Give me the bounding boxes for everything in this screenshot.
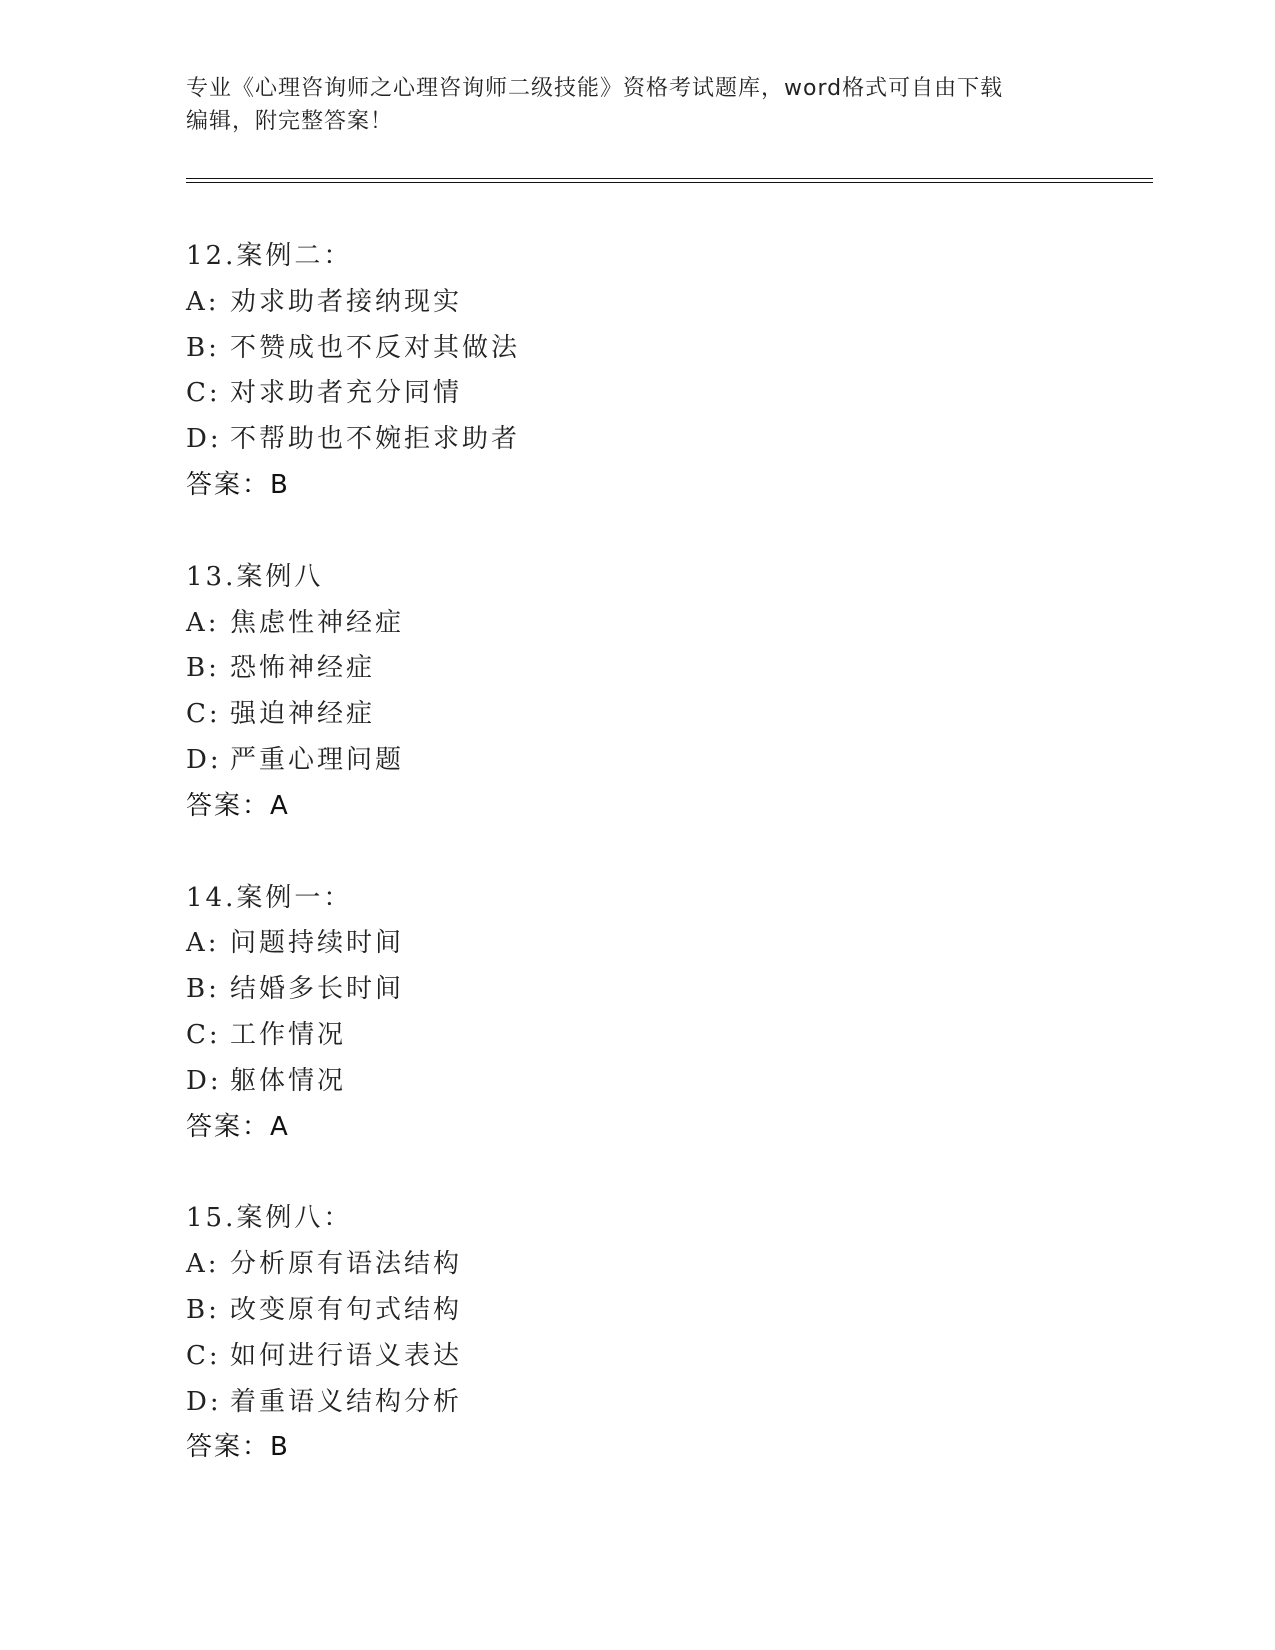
option-text: 着重语义结构分析 — [230, 1386, 463, 1417]
question-title: 15.案例八： — [186, 1203, 353, 1234]
question-title: 12.案例二： — [186, 241, 353, 271]
option-text: 分析原有语法结构 — [230, 1249, 463, 1280]
question-13 — [186, 555, 1086, 830]
option-a — [186, 921, 1086, 967]
option-text: 焦虑性神经症 — [230, 607, 405, 638]
option-d — [186, 417, 1086, 463]
option-prefix: D: — [186, 744, 222, 775]
option-text: 严重心理问题 — [230, 744, 405, 775]
answer-line: 答案：B — [186, 1432, 290, 1463]
option-c — [186, 1334, 1086, 1380]
question-15 — [186, 1196, 1086, 1471]
option-b — [186, 967, 1086, 1013]
option-a — [186, 1242, 1086, 1288]
option-text: 问题持续时间 — [230, 928, 405, 959]
option-text: 强迫神经症 — [230, 699, 376, 730]
option-d — [186, 1380, 1086, 1426]
answer-line: 答案：A — [186, 1111, 290, 1142]
option-prefix: C: — [186, 378, 221, 409]
option-text: 工作情况 — [230, 1019, 347, 1050]
option-prefix: A: — [186, 607, 220, 638]
option-text: 恐怖神经症 — [230, 653, 376, 684]
option-a — [186, 601, 1086, 647]
document-header — [186, 72, 1086, 138]
option-prefix: B: — [186, 974, 220, 1005]
option-prefix: A: — [186, 1249, 220, 1280]
option-d — [186, 738, 1086, 784]
option-prefix: D: — [186, 1065, 222, 1096]
header-divider — [186, 178, 1153, 183]
answer-line: 答案：A — [186, 790, 290, 821]
option-prefix: C: — [186, 699, 221, 730]
question-title: 13.案例八 — [186, 561, 324, 592]
option-c — [186, 1013, 1086, 1059]
option-b — [186, 326, 1086, 372]
option-text: 结婚多长时间 — [230, 974, 405, 1005]
option-c — [186, 371, 1086, 417]
option-c — [186, 692, 1086, 738]
option-prefix: B: — [186, 1294, 220, 1325]
option-prefix: C: — [186, 1340, 221, 1371]
option-prefix: D: — [186, 1386, 222, 1417]
question-12 — [186, 234, 1086, 509]
option-text: 对求助者充分同情 — [230, 378, 463, 409]
option-prefix: A: — [186, 928, 220, 959]
header-line-2: 编辑，附完整答案！ — [186, 109, 394, 134]
option-prefix: D: — [186, 424, 222, 455]
question-14 — [186, 876, 1086, 1151]
option-text: 如何进行语义表达 — [230, 1340, 463, 1371]
option-b — [186, 1288, 1086, 1334]
option-text: 躯体情况 — [230, 1065, 347, 1096]
option-prefix: B: — [186, 653, 220, 684]
option-text: 不赞成也不反对其做法 — [230, 332, 521, 363]
option-prefix: C: — [186, 1019, 221, 1050]
option-d — [186, 1059, 1086, 1105]
option-text: 改变原有句式结构 — [230, 1294, 463, 1325]
option-prefix: A: — [186, 286, 220, 317]
option-b — [186, 646, 1086, 692]
option-a — [186, 280, 1086, 326]
option-text: 劝求助者接纳现实 — [230, 286, 463, 317]
question-list — [186, 234, 1086, 1517]
option-text: 不帮助也不婉拒求助者 — [230, 424, 521, 455]
option-prefix: B: — [186, 332, 220, 363]
answer-line: 答案：B — [186, 469, 290, 500]
header-line-1: 专业《心理咨询师之心理咨询师二级技能》资格考试题库，word格式可自由下载 — [186, 76, 1004, 101]
question-title: 14.案例一： — [186, 882, 353, 913]
